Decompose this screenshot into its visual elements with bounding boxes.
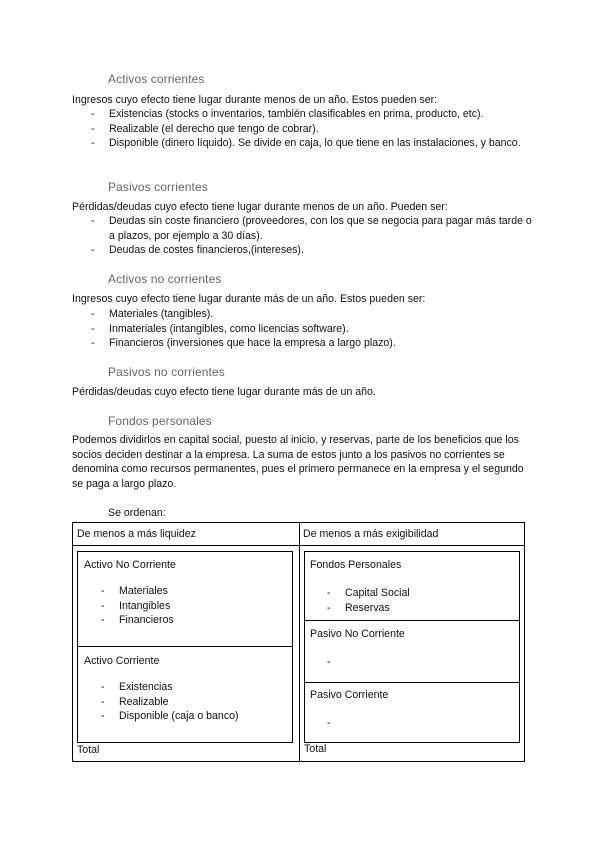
list-item: - Disponible (dinero líquido). Se divide en caja, lo que tiene en las instalaciones, y banco. bbox=[91, 137, 521, 150]
heading-pasivos-corrientes: Pasivos corrientes bbox=[108, 180, 208, 194]
table-intro: Se ordenan: bbox=[108, 507, 166, 519]
list-item: - Realizable bbox=[101, 695, 169, 708]
list-item: - Financieros bbox=[101, 614, 174, 627]
header-divider bbox=[72, 545, 525, 546]
heading-pasivos-no-corrientes: Pasivos no corrientes bbox=[108, 365, 225, 379]
box-title: Fondos Personales bbox=[310, 559, 402, 571]
list-item: - Existencias bbox=[101, 681, 173, 693]
list-activos-corrientes bbox=[72, 107, 532, 151]
paragraph-pasivos-no-corrientes: Pérdidas/deudas cuyo efecto tiene lugar durante más de un año. bbox=[72, 386, 376, 398]
heading-activos-corrientes: Activos corrientes bbox=[108, 72, 205, 86]
document-page: Activos corrientes Ingresos cuyo efecto tiene lugar durante menos de un año. Estos pueden ser: - Existencias (stocks o inventarios, también clasificables en prima, producto, etc). - Realizable (el derecho que tengo de cobrar). - Disponible (dinero líquido). Se divide en caja, lo que tiene en las instalaciones, y banco. Pasivos corrientes Pérdidas/deudas cuyo efecto tiene lugar durante menos de un año. Pueden ser: - Deudas sin coste financiero (proveedores, con los que se negocia para pagar más tarde o a plazos, por ejemplo a 30 días). - Deudas de costes financieros,(intereses). Activos no corrientes Ingresos cuyo efecto tiene lugar durante más de un año. Estos pueden ser: - Materiales (tangibles). - Inmateriales (intangibles, como licencias software). - Financieros (inversiones que hace la empresa a largo plazo). Pasivos no corrientes Pérdidas/deudas cuyo efecto tiene lugar durante más de un año. Fondos personales Podemos dividirlos en capital social, puesto al inicio, y reservas, parte de los beneficios que los socios deciden destinar a la empresa. La suma de estos junto a los pasivos no corrientes se denomina como recursos permanentes, pues el primero permanece en la empresa y el segundo se paga a largo plazo. Se ordenan: De menos a más liquidez De menos a más exigibilidad Activo No Corriente - Materiales - Intangibles - Financieros Activo Corriente - Existencias - Realizable - Disponible (caja o banco) Total Fondos Personales - Capital Social - Reservas Pasivo No Corriente - Pasivo Corriente - Total bbox=[0, 0, 600, 848]
box-title: Activo Corriente bbox=[84, 655, 160, 667]
left-column-header: De menos a más liquidez bbox=[77, 528, 196, 540]
list-item: - Intangibles bbox=[101, 599, 171, 612]
paragraph-fondos-personales: Podemos dividirlos en capital social, puesto al inicio, y reservas, parte de los beneficios que los socios deciden destinar a la empresa. La suma de estos junto a los pasivos no corrientes se denomina como recursos permanentes, pues el primero permanece en la empresa y el segundo se paga a largo plazo. bbox=[72, 434, 524, 490]
list-item: - Deudas sin coste financiero (proveedores, con los que se negocia para pagar más tarde o a plazos, por ejemplo a 30 días). bbox=[91, 215, 532, 242]
list-item: - Materiales bbox=[101, 585, 168, 597]
right-column-header: De menos a más exigibilidad bbox=[303, 528, 439, 540]
list-item: - Materiales (tangibles). bbox=[91, 308, 214, 320]
box-title: Pasivo Corriente bbox=[310, 689, 389, 701]
list-item: - Realizable (el derecho que tengo de cobrar). bbox=[91, 122, 319, 135]
heading-activos-no-corrientes: Activos no corrientes bbox=[108, 272, 222, 286]
list-activos-no-corrientes bbox=[72, 307, 532, 351]
paragraph-activos-no-corrientes: Ingresos cuyo efecto tiene lugar durante más de un año. Estos pueden ser: bbox=[72, 293, 426, 305]
heading-fondos-personales: Fondos personales bbox=[108, 414, 212, 428]
right-total: Total bbox=[304, 743, 327, 755]
box-title: Pasivo No Corriente bbox=[310, 628, 405, 640]
box-title: Activo No Corriente bbox=[84, 559, 176, 571]
table-divider bbox=[299, 522, 300, 762]
left-total: Total bbox=[77, 744, 100, 756]
paragraph-activos-corrientes: Ingresos cuyo efecto tiene lugar durante menos de un año. Estos pueden ser: bbox=[72, 94, 438, 106]
list-item: - Disponible (caja o banco) bbox=[101, 710, 239, 723]
list-item: - Financieros (inversiones que hace la empresa a largo plazo). bbox=[91, 337, 396, 350]
list-item: - Capital Social bbox=[327, 587, 410, 599]
list-pasivos-corrientes bbox=[72, 214, 532, 258]
list-fondos-personales bbox=[327, 586, 410, 615]
list-item: - Deudas de costes financieros,(intereses). bbox=[91, 244, 304, 257]
list-item: - Inmateriales (intangibles, como licencias software). bbox=[91, 322, 349, 335]
list-item: - Existencias (stocks o inventarios, también clasificables en prima, producto, etc). bbox=[91, 108, 484, 120]
list-activo-no-corriente bbox=[101, 584, 174, 628]
paragraph-pasivos-corrientes: Pérdidas/deudas cuyo efecto tiene lugar durante menos de un año. Pueden ser: bbox=[72, 201, 448, 213]
list-item: - Reservas bbox=[327, 601, 390, 614]
list-activo-corriente bbox=[101, 680, 239, 724]
